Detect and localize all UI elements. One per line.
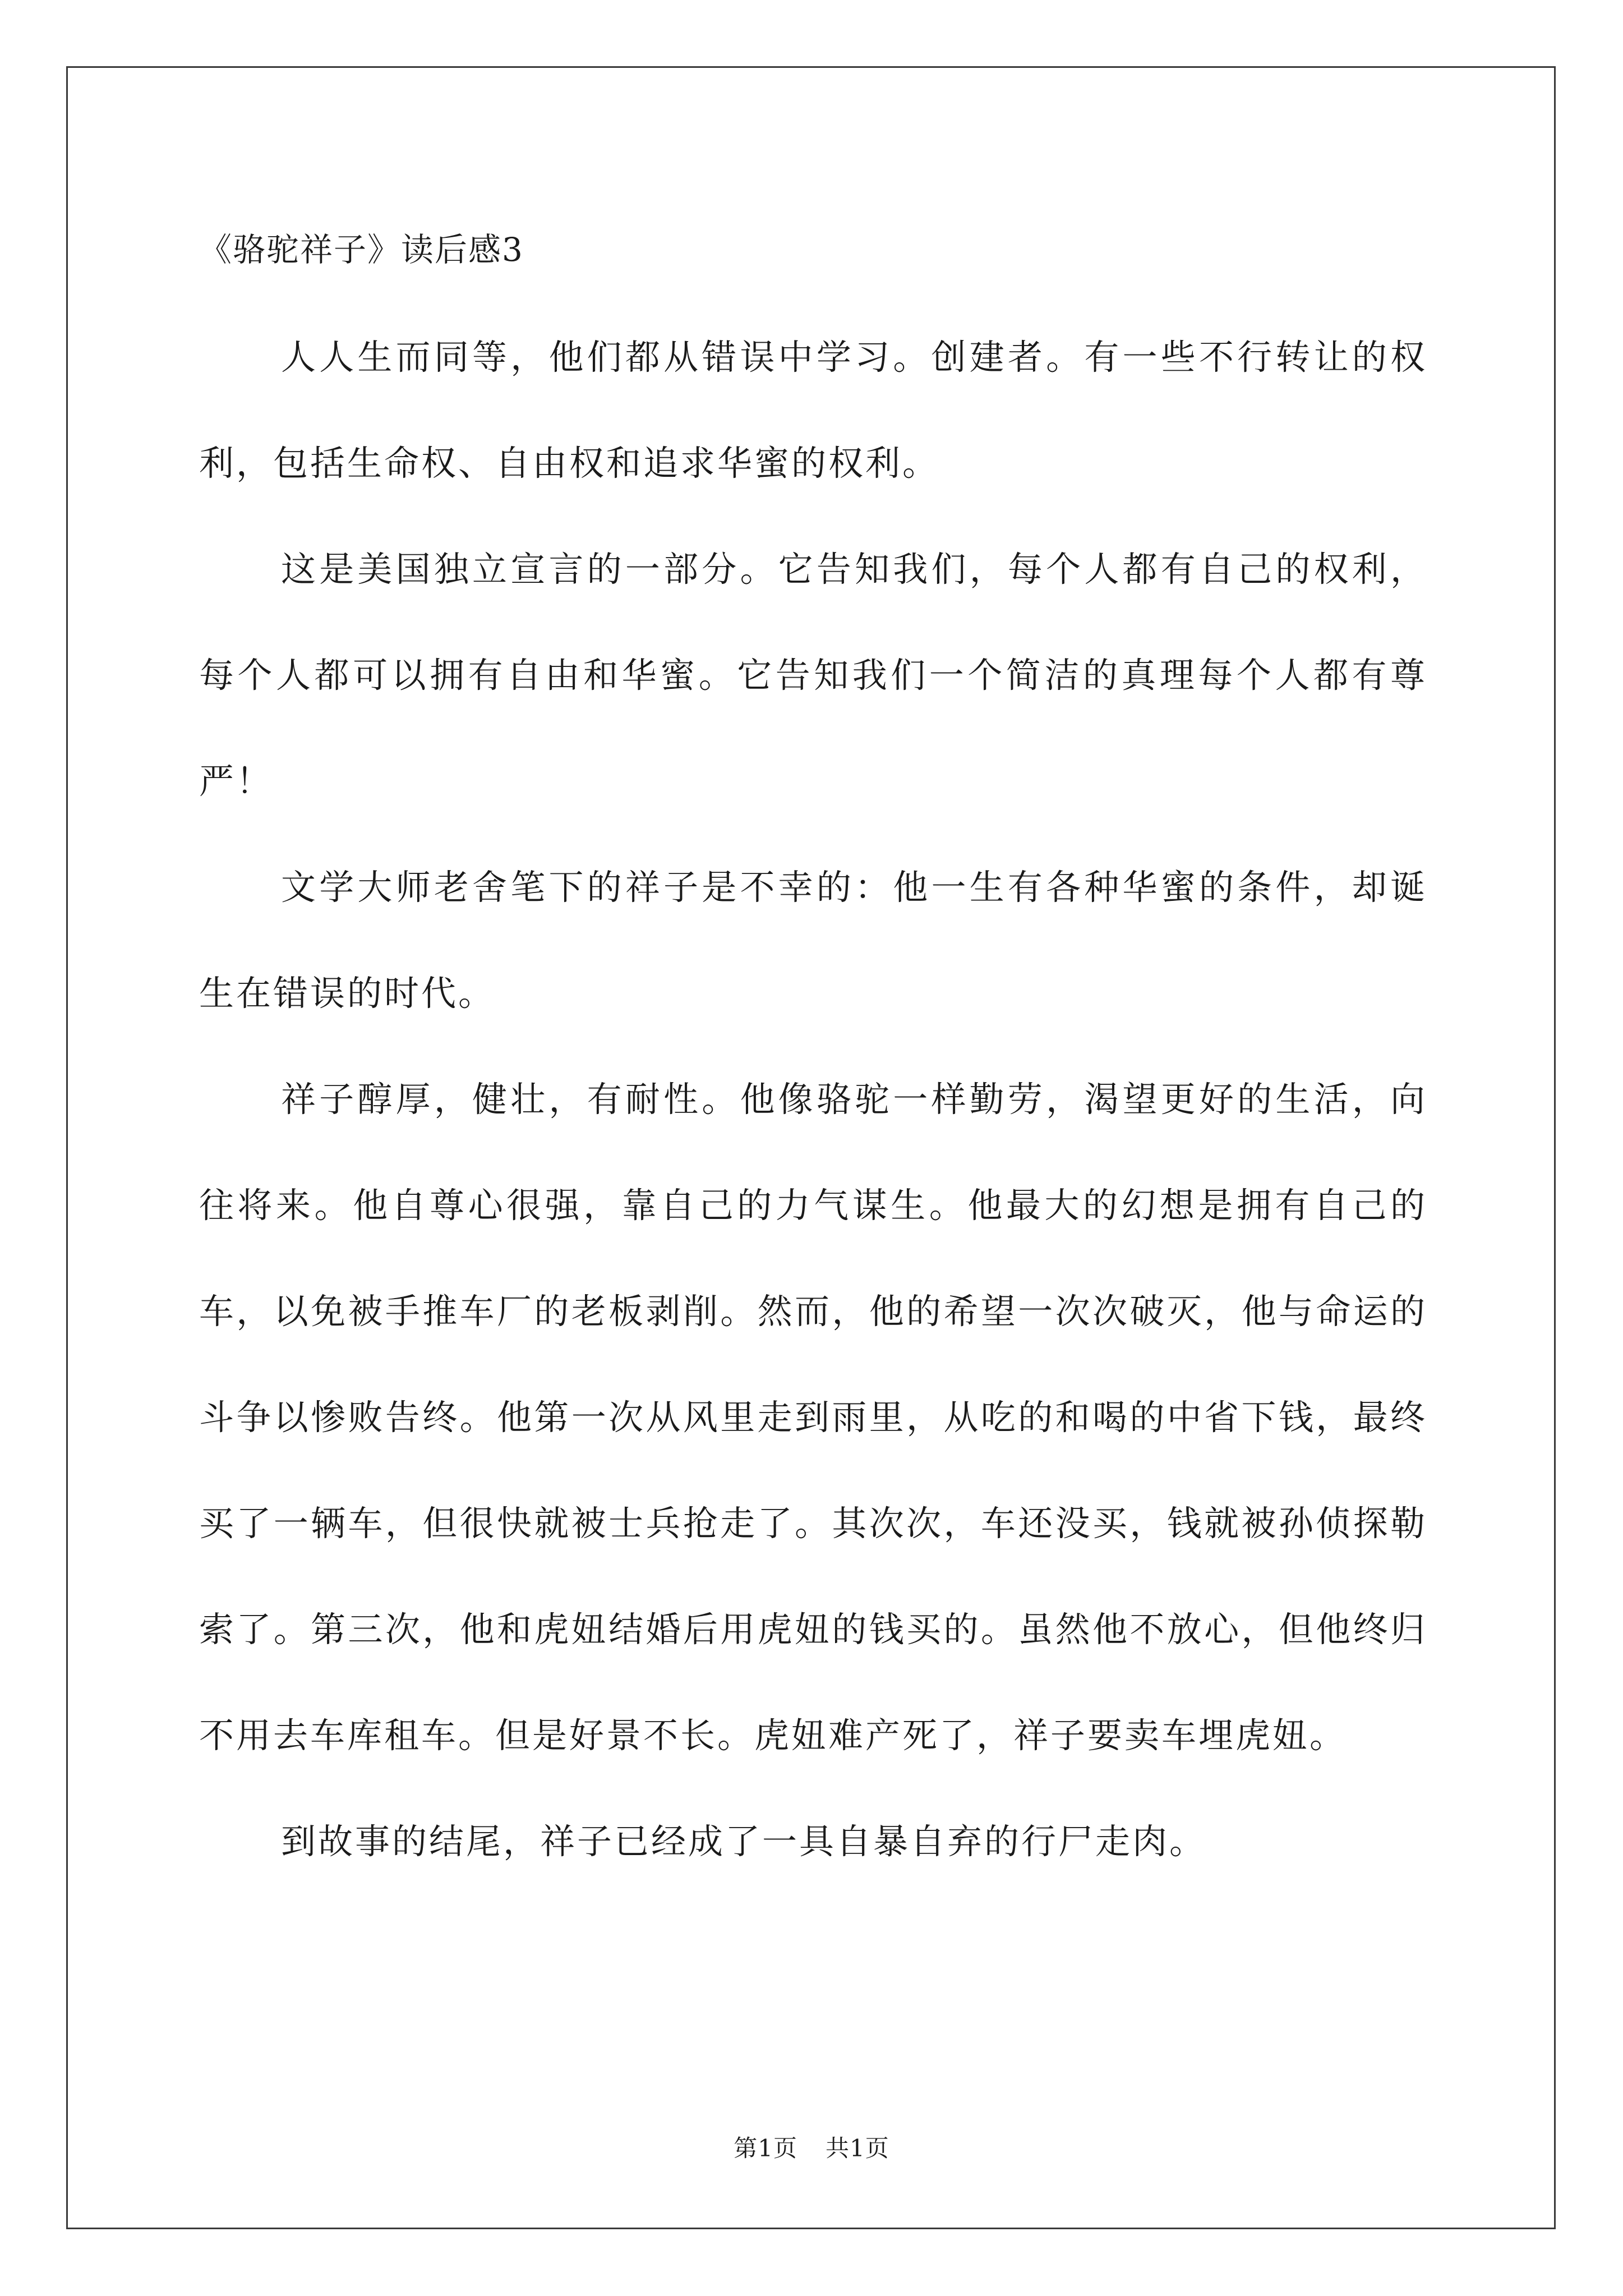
paragraph-2: 这是美国独立宣言的一部分。它告知我们，每个人都有自己的权利，每个人都可以拥有自由和华蜜。它告知我们一个简洁的真理每个人都有尊严！ (199, 549, 1427, 802)
page-total: 共1页 (826, 2134, 889, 2162)
paragraph-1: 人人生而同等，他们都从错误中学习。创建者。有一些不行转让的权利，包括生命权、自由权和追求华蜜的权利。 (199, 337, 1427, 484)
paragraph-5: 到故事的结尾，祥子已经成了一具自暴自弃的行尸走肉。 (281, 1821, 1207, 1862)
page-footer (0, 2132, 1623, 2165)
document-body (199, 224, 1427, 1894)
document-title: 《骆驼祥子》读后感3 (199, 231, 524, 269)
page-number: 第1页 (734, 2134, 797, 2162)
paragraph-3: 文学大师老舍笔下的祥子是不幸的：他一生有各种华蜜的条件，却诞生在错误的时代。 (199, 867, 1427, 1014)
paragraph-4: 祥子醇厚，健壮，有耐性。他像骆驼一样勤劳，渴望更好的生活，向往将来。他自尊心很强，靠自己的力气谋生。他最大的幻想是拥有自己的车，以免被手推车厂的老板剥削。然而，他的希望一次次破灭，他与命运的斗争以惨败告终。他第一次从风里走到雨里，从吃的和喝的中省下钱，最终买了一辆车，但很快就被士兵抢走了。其次次，车还没买，钱就被孙侦探勒索了。第三次，他和虎妞结婚后用虎妞的钱买的。虽然他不放心，但他终归不用去车库租车。但是好景不长。虎妞难产死了，祥子要卖车埋虎妞。 (199, 1079, 1427, 1756)
